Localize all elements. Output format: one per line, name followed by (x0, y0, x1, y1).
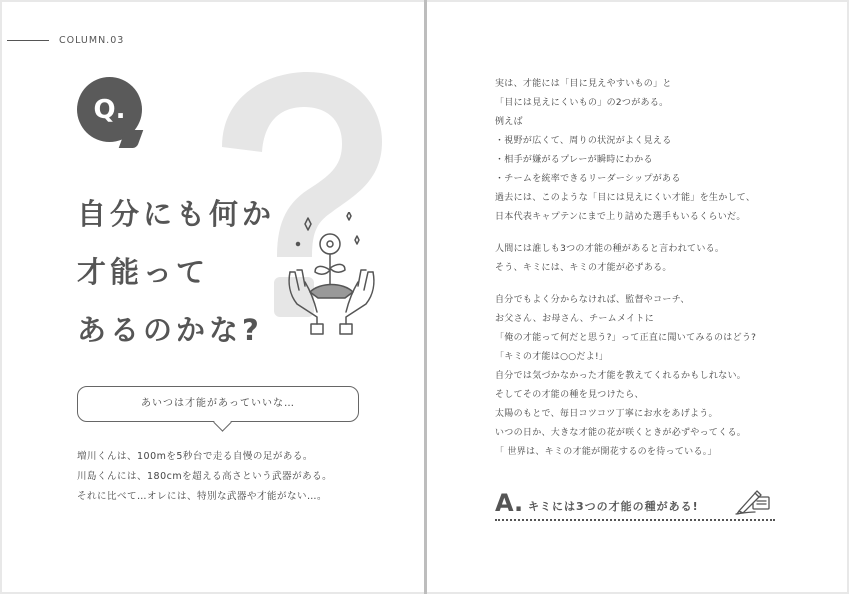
answer-text: キミには3つの才能の種がある! (528, 500, 699, 513)
left-paragraph (77, 447, 332, 507)
paragraph-line: そしてその才能の種を見つけたら、 (495, 390, 644, 400)
answer-dotted-rule (495, 519, 775, 521)
question-line: 才能って (77, 255, 210, 289)
paragraph-line: 日本代表キャプテンにまで上り詰めた選手もいるくらいだ。 (495, 212, 746, 222)
paragraph-line: 「キミの才能は○○だよ!」 (495, 352, 609, 362)
paragraph-line: それに比べて…オレには、特別な武器や才能がない…。 (77, 491, 328, 502)
answer-block (495, 489, 775, 523)
hands-sprout-icon (285, 212, 380, 337)
pen-notebook-icon (735, 485, 773, 515)
question-line: 自分にも何か (77, 197, 276, 231)
paragraph-line: 「目には見えにくいもの」の2つがある。 (495, 98, 669, 108)
paragraph-line: 太陽のもとで、毎日コツコツ丁寧にお水をあげよう。 (495, 409, 718, 419)
paragraph-line: ・視野が広くて、周りの状況がよく見える (495, 136, 672, 146)
column-label-rule (7, 40, 49, 41)
q-badge-text: Q. (93, 95, 126, 125)
paragraph-line: そう、キミには、キミの才能が必ずある。 (495, 263, 672, 273)
question-heading (77, 185, 275, 359)
right-page (427, 2, 847, 592)
paragraph-line: 自分では気づかなかった才能を教えてくれるかもしれない。 (495, 371, 747, 381)
paragraph-line: 増川くんは、100mを5秒台で走る自慢の足がある。 (77, 451, 313, 462)
paragraph-line: いつの日か、大きな才能の花が咲くときが必ずやってくる。 (495, 428, 747, 438)
thought-bubble-text: あいつは才能があっていいな… (141, 398, 295, 409)
paragraph-line: 「 世界は、キミの才能が開花するのを待っている。」 (495, 447, 717, 457)
right-paragraphs (495, 75, 756, 462)
paragraph-line: 実は、才能には「目に見えやすいもの」と (495, 79, 672, 89)
paragraph-line: 過去には、このような「目には見えにくい才能」を生かして、 (495, 193, 756, 203)
paragraph-line: 人間には誰しも3つの才能の種があると言われている。 (495, 244, 725, 254)
paragraph-line: ・チームを統率できるリーダーシップがある (495, 174, 681, 184)
paragraph-line: 「俺の才能って何だと思う?」って正直に聞いてみるのはどう? (495, 333, 757, 343)
paragraph-line: お父さん、お母さん、チームメイトに (495, 314, 655, 324)
paragraph-line: 川島くんには、180cmを超える高さという武器がある。 (77, 471, 333, 482)
paragraph-line: ・相手が嫌がるプレーが瞬時にわかる (495, 155, 653, 165)
paragraph-line: 自分でもよく分からなければ、監督やコーチ、 (495, 295, 690, 305)
thought-bubble (77, 386, 359, 422)
question-line: あるのかな? (77, 313, 263, 347)
paragraph-line: 例えば (495, 117, 523, 127)
q-badge (77, 77, 142, 142)
left-page (2, 2, 424, 592)
column-label-text: COLUMN.03 (59, 35, 125, 46)
answer-mark: A. (495, 489, 524, 517)
column-label (7, 35, 124, 46)
